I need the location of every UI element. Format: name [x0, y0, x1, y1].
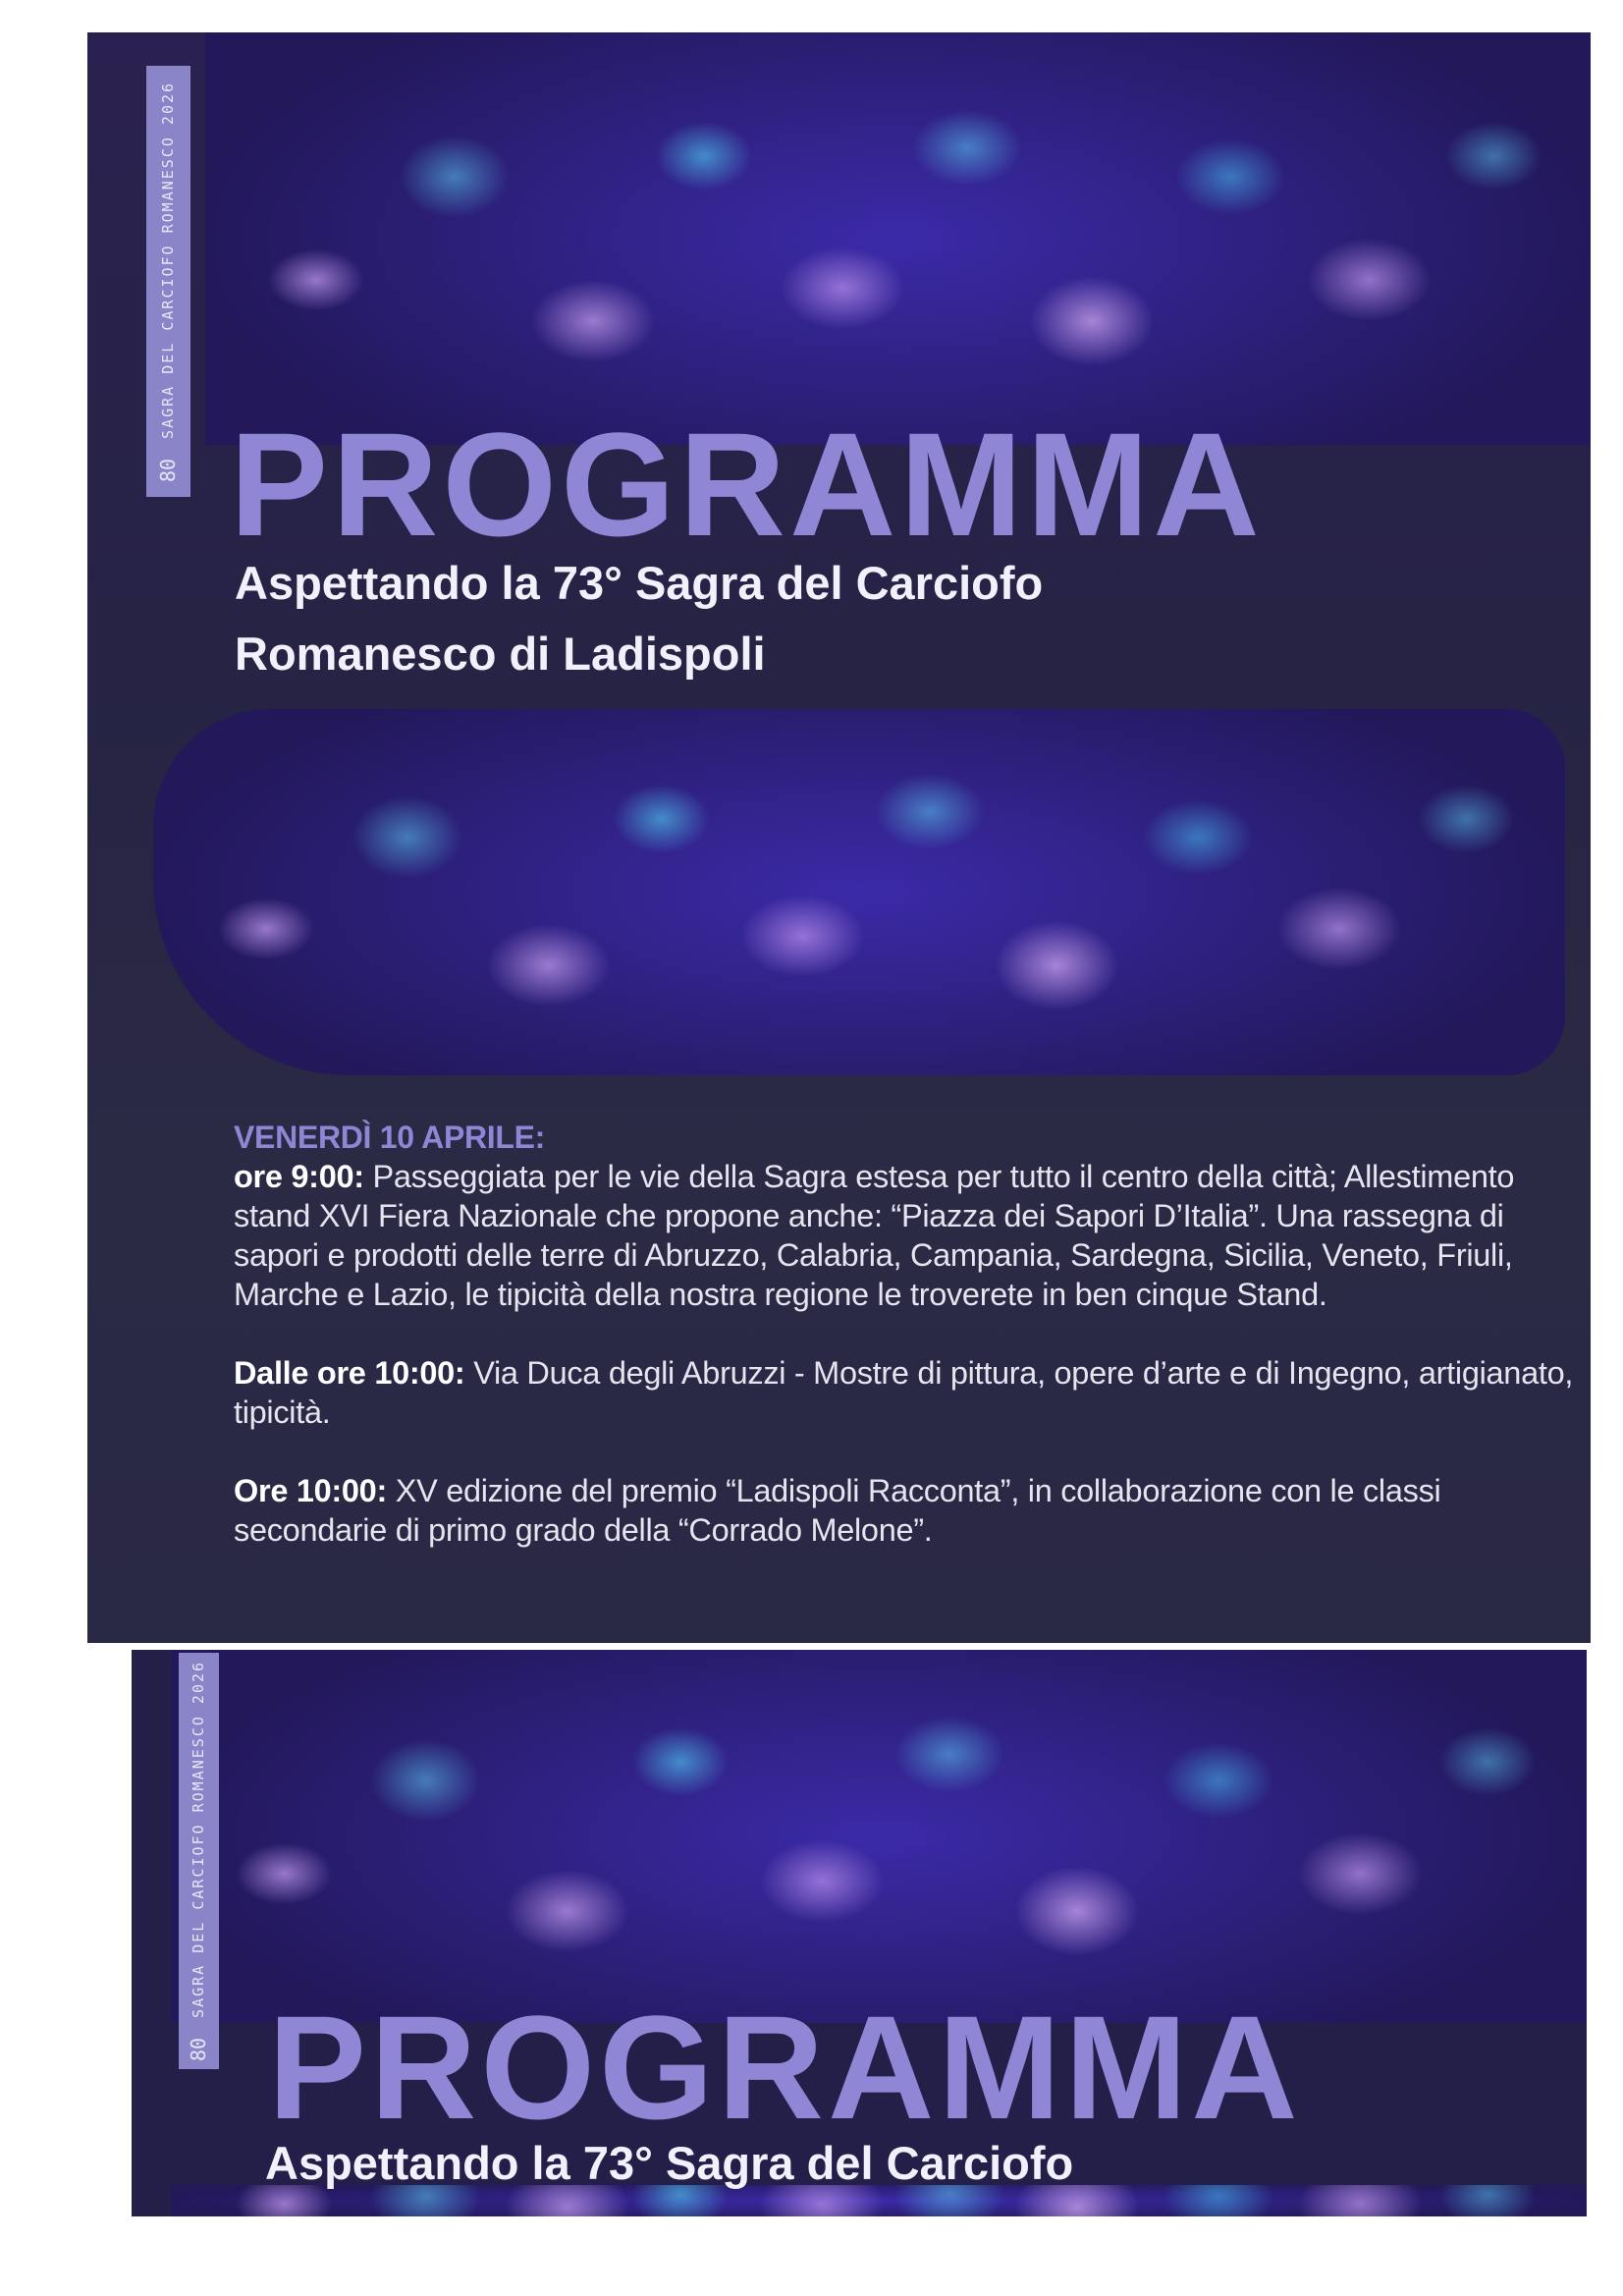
- event-time: ore 9:00:: [234, 1159, 364, 1194]
- subtitle-line-1: Aspettando la 73° Sagra del Carciofo: [265, 2137, 1074, 2189]
- subtitle: [235, 548, 1043, 689]
- subtitle-line-2: Romanesco di Ladispoli: [235, 628, 766, 680]
- page-scan-bottom: [132, 1650, 1587, 2216]
- day-heading: VENERDÌ 10 APRILE:: [234, 1120, 546, 1155]
- sidebar-label: SAGRA DEL CARCIOFO ROMANESCO 2026: [189, 1660, 208, 2018]
- event-time: Ore 10:00:: [234, 1473, 387, 1508]
- subtitle-line-1: Aspettando la 73° Sagra del Carciofo: [235, 557, 1044, 609]
- event-item: [234, 1471, 1589, 1550]
- program-text: [234, 1118, 1589, 1589]
- page-title: PROGRAMMA: [230, 402, 1264, 567]
- event-item: [234, 1353, 1589, 1432]
- page-number: 80: [187, 2037, 211, 2062]
- artichoke-image-band: [153, 709, 1565, 1075]
- event-time: Dalle ore 10:00:: [234, 1355, 465, 1391]
- event-text: Passeggiata per le vie della Sagra estesa per tutto il centro della città; Allestimento stand XVI Fiera Nazionale che propone anche: “Piazza dei Sapori D’Italia”. Una rassegna di sapori e prodotti delle terre di Abruzzo, Calabria, Campania, Sardegna, Sicilia, Veneto, Friuli, Marche e Lazio, le tipicità della nostra regione le troverete in ben cinque Stand.: [234, 1159, 1515, 1312]
- sidebar-label: SAGRA DEL CARCIOFO ROMANESCO 2026: [159, 81, 178, 439]
- page-title: PROGRAMMA: [268, 1985, 1302, 2150]
- event-text: XV edizione del premio “Ladispoli Racconta”, in collaborazione con le classi secondarie di primo grado della “Corrado Melone”.: [234, 1473, 1441, 1548]
- page-number: 80: [156, 458, 181, 482]
- event-item: [234, 1157, 1589, 1314]
- artichoke-image-header: [205, 32, 1591, 445]
- page-scan-top: [87, 32, 1591, 1643]
- page-sidebar: [179, 1653, 219, 2069]
- event-text: Via Duca degli Abruzzi - Mostre di pittura, opere d’arte e di Ingegno, artigianato, tipicità.: [234, 1355, 1574, 1430]
- page-sidebar: [146, 66, 190, 497]
- artichoke-image-header: [171, 1650, 1587, 2023]
- subtitle: [265, 2128, 1073, 2199]
